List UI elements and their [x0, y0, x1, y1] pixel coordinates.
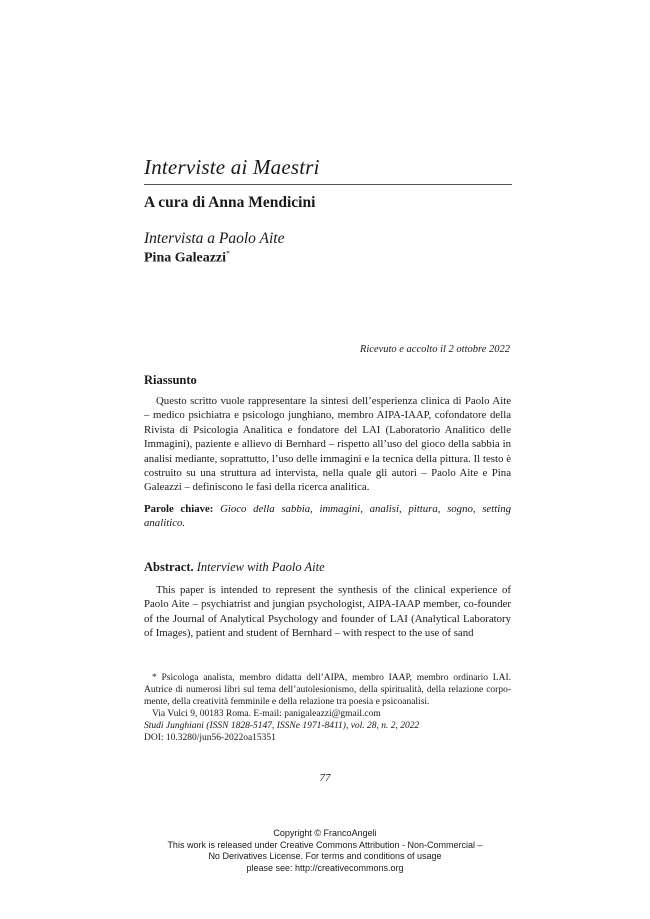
- copyright-line-3: No Derivatives License. For terms and conditions of usage: [208, 851, 442, 861]
- riassunto-text: Questo scritto vuole rappresentare la sintesi dell’esperienza clinica di Paolo Aite – medico psichiatra e psicologo junghiano, membro AIPA-IAAP, cofondatore della Rivista di Psicologia Analitica e fondatore del LAI (Laboratorio Analitico delle Immagini), paziente e allievo di Bernhard – rispetto all’uso del gioco della sabbia in analisi mediante, soprattutto, l’uso delle immagini e la tecnica della pittura. Il testo è costruito su una struttura ad intervista, nella quale gli autori – Paolo Aite e Pina Galeazzi – definiscono le fasi della ricerca analitica.: [144, 395, 511, 494]
- abstract-title: Interview with Paolo Aite: [196, 560, 325, 574]
- abstract-heading: [144, 560, 325, 575]
- copyright-line-1: Copyright © FrancoAngeli: [273, 828, 377, 838]
- keywords-label: Parole chiave:: [144, 503, 214, 515]
- author-name: [144, 249, 230, 267]
- author-footnote-mark: *: [226, 249, 231, 258]
- copyright-line-2: This work is released under Creative Commons Attribution - Non-Commercial –: [167, 839, 483, 850]
- abstract-label: Abstract.: [144, 560, 194, 574]
- journal-doi: DOI: 10.3280/jun56-2022oa15351: [144, 733, 276, 743]
- riassunto-heading: Riassunto: [144, 373, 197, 387]
- keywords-text: Gioco della sabbia, immagini, analisi, pittura, sogno, setting analitico.: [144, 503, 512, 530]
- keywords: [144, 502, 511, 531]
- footnote-address: Via Vulci 9, 00183 Roma. E-mail: panigaleazzi@gmail.com: [152, 709, 381, 719]
- copyright-line-4: please see: http://creativecommons.org: [246, 862, 404, 873]
- journal-info: [144, 720, 419, 744]
- received-date: Ricevuto e accolto il 2 ottobre 2022: [359, 344, 510, 355]
- journal-citation: Studi Junghiani (ISSN 1828-5147, ISSNe 1971-8411), vol. 28, n. 2, 2022: [144, 721, 420, 731]
- article-title: Intervista a Paolo Aite: [144, 230, 285, 247]
- curator-line: A cura di Anna Mendicini: [144, 194, 316, 211]
- abstract-text: This paper is intended to represent the synthesis of the clinical experience of Paolo Aite – psychiatrist and jungian psychologist, AIPA-IAAP member, co-founder of the Journal of Analytical Psychology and founder of LAI (Analytical Laboratory of Images), patient and student of Bernhard – with respect to the use of sand: [144, 584, 511, 640]
- page-number: 77: [319, 772, 331, 784]
- footnote-bio: * Psicologa analista, membro didatta dell’AIPA, membro IAAP, membro ordinario LAI. Autrice di numerosi libri sul tema dell’autolesionismo, della spiritualità, della relazione corpo-mente, della creatività femminile e della relazione tra poesia e psicoanalisi.: [144, 673, 511, 707]
- copyright-notice: [0, 828, 650, 874]
- author-footnote: [144, 672, 511, 720]
- author-name-text: Pina Galeazzi: [144, 250, 227, 266]
- section-title: Interviste ai Maestri: [144, 155, 512, 185]
